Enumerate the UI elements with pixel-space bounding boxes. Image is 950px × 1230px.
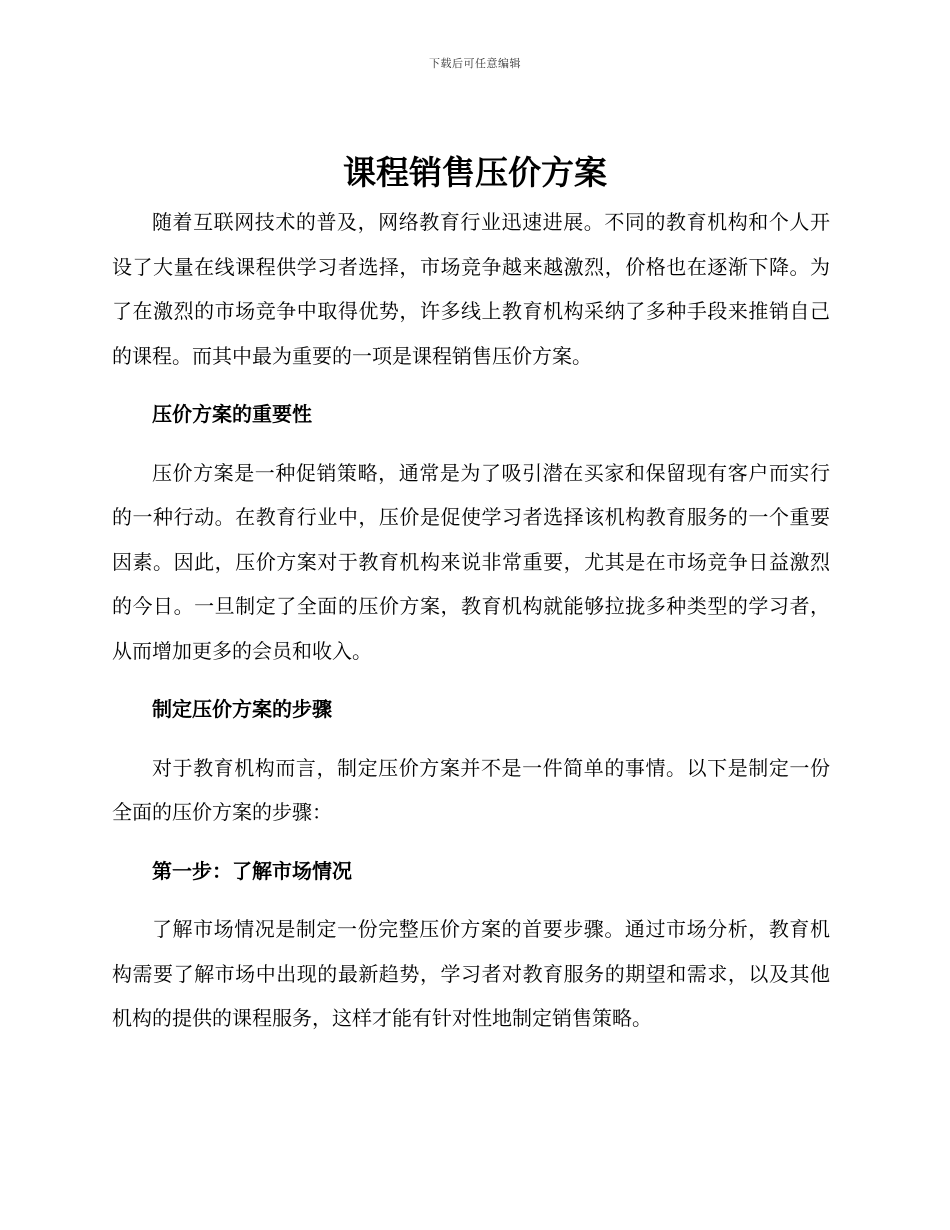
page-header-note: 下载后可任意编辑 bbox=[429, 57, 521, 70]
intro-paragraph: 随着互联网技术的普及，网络教育行业迅速进展。不同的教育机构和个人开设了大量在线课程供学习者选择，市场竞争越来越激烈，价格也在逐渐下降。为了在激烈的市场竞争中取得优势，许多线上教育机构采纳了多种手段来推销自己的课程。而其中最为重要的一项是课程销售压价方案。 bbox=[112, 210, 830, 368]
document-title: 课程销售压价方案 bbox=[343, 153, 607, 192]
section-heading-importance: 压价方案的重要性 bbox=[152, 402, 312, 426]
section-paragraph-step-one: 了解市场情况是制定一份完整压价方案的首要步骤。通过市场分析，教育机构需要了解市场中出现的最新趋势，学习者对教育服务的期望和需求，以及其他机构的提供的课程服务，这样才能有针对性地制定销售策略。 bbox=[112, 917, 830, 1030]
document-body bbox=[112, 200, 830, 1055]
section-paragraph-steps: 对于教育机构而言，制定压价方案并不是一件简单的事情。以下是制定一份全面的压价方案的步骤： bbox=[112, 755, 830, 824]
section-heading-step-one: 第一步：了解市场情况 bbox=[152, 858, 352, 883]
section-heading-steps: 制定压价方案的步骤 bbox=[152, 697, 332, 721]
section-paragraph-importance: 压价方案是一种促销策略，通常是为了吸引潜在买家和保留现有客户而实行的一种行动。在教育行业中，压价是促使学习者选择该机构教育服务的一个重要因素。因此，压价方案对于教育机构来说非常重要，尤其是在市场竞争日益激烈的今日。一旦制定了全面的压价方案，教育机构就能够拉拢多种类型的学习者，从而增加更多的会员和收入。 bbox=[112, 460, 830, 663]
